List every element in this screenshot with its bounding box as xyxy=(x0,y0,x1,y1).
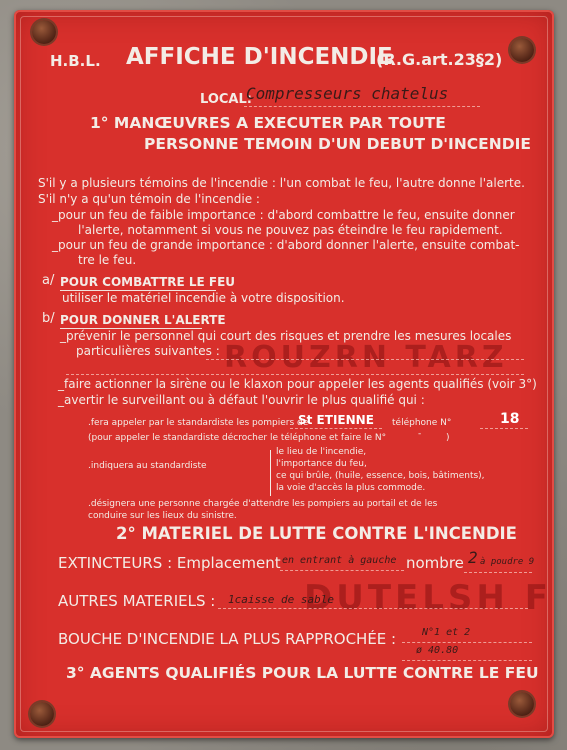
header-left: H.B.L. xyxy=(50,52,101,70)
bolt-top-left xyxy=(32,20,56,44)
nombre-value: 2 xyxy=(468,548,478,567)
telephone-value: 18 xyxy=(500,411,520,427)
city-value: St ETIENNE xyxy=(298,413,374,427)
fera-text: .fera appeler par le standardiste les pompiers de xyxy=(88,418,309,428)
section1-title-2: PERSONNE TEMOIN D'UN DEBUT D'INCENDIE xyxy=(144,135,531,153)
indiquera-text: .indiquera au standardiste xyxy=(88,461,207,471)
designera-1: .désignera une personne chargée d'attendre les pompiers au portail et de les xyxy=(88,499,438,509)
telephone-line xyxy=(480,428,528,429)
local-label: LOCAL: xyxy=(200,92,252,107)
city-line xyxy=(290,428,382,429)
local-value: Compresseurs chatelus xyxy=(246,84,449,103)
pour-appeler-end: ) xyxy=(446,433,450,443)
section2-title: 2° MATERIEL DE LUTTE CONTRE L'INCENDIE xyxy=(116,524,517,543)
pour-appeler-value: - xyxy=(418,429,422,439)
hydrant-line-1 xyxy=(402,642,532,643)
b-text-3: _faire actionner la sirène ou le klaxon pour appeler les agents qualifiés (voir 3°) xyxy=(58,377,537,391)
list-item-3: ce qui brûle, (huile, essence, bois, bâtiments), xyxy=(276,471,485,481)
other-equipment-line xyxy=(218,608,528,609)
section3-title: 3° AGENTS QUALIFIÉS POUR LA LUTTE CONTRE LE FEU xyxy=(66,664,539,682)
page-title: AFFICHE D'INCENDIE xyxy=(126,44,393,70)
bullet-2a: _pour un feu de grande importance : d'abord donner l'alerte, ensuite combat- xyxy=(52,238,520,252)
hydrant-line-2 xyxy=(402,660,532,661)
list-brace xyxy=(270,450,271,496)
designera-2: conduire sur les lieux du sinistre. xyxy=(88,511,237,521)
bullet-1a: _pour un feu de faible importance : d'abord combattre le feu, ensuite donner xyxy=(52,208,515,222)
bullet-1b: l'alerte, notamment si vous ne pouvez pas éteindre le feu rapidement. xyxy=(78,223,503,237)
b-text-1: _prévenir le personnel qui court des risques et prendre les mesures locales xyxy=(60,329,512,343)
b-text-4: _avertir le surveillant ou à défaut l'ouvrir le plus qualifié qui : xyxy=(58,393,425,407)
fire-notice-plate xyxy=(14,10,554,738)
local-line xyxy=(244,106,480,107)
measures-line-1 xyxy=(206,359,524,360)
bolt-top-right xyxy=(510,38,534,62)
list-item-1: le lieu de l'incendie, xyxy=(276,447,367,457)
intro-line-2: S'il n'y a qu'un témoin de l'incendie : xyxy=(38,192,260,206)
bullet-2b: tre le feu. xyxy=(78,253,137,267)
b-letter: b/ xyxy=(42,311,55,326)
list-item-2: l'importance du feu, xyxy=(276,459,367,469)
hydrant-value-1: N°1 et 2 xyxy=(422,627,471,638)
extinguishers-label: EXTINCTEURS : Emplacement xyxy=(58,554,281,572)
b-title: POUR DONNER L'ALERTE xyxy=(60,313,226,327)
measures-line-2 xyxy=(66,374,524,375)
nombre-extra: à poudre 9 xyxy=(480,557,535,567)
list-item-4: la voie d'accès la plus commode. xyxy=(276,483,426,493)
other-equipment-label: AUTRES MATERIELS : xyxy=(58,592,216,610)
nombre-label: nombre xyxy=(406,554,464,572)
hydrant-label: BOUCHE D'INCENDIE LA PLUS RAPPROCHÉE : xyxy=(58,630,397,648)
telephone-label: téléphone N° xyxy=(392,418,452,428)
nombre-line xyxy=(464,572,532,573)
graffiti-lower: DUTELSH F xyxy=(304,578,552,618)
a-title: POUR COMBATTRE LE FEU xyxy=(60,275,236,289)
header-ref: (R.G.art.23§2) xyxy=(376,50,503,69)
bolt-bottom-left xyxy=(30,702,54,726)
b-text-2: particulières suivantes : xyxy=(76,344,220,358)
extinguishers-line xyxy=(280,570,404,571)
graffiti-upper: ROUZRN TARZ xyxy=(224,340,508,375)
section1-title-1: 1° MANŒUVRES A EXECUTER PAR TOUTE xyxy=(90,114,446,132)
a-text: utiliser le matériel incendie à votre disposition. xyxy=(62,291,345,305)
extinguishers-location: en entrant à gauche xyxy=(282,555,397,566)
bolt-bottom-right xyxy=(510,692,534,716)
intro-line-1: S'il y a plusieurs témoins de l'incendie : l'un combat le feu, l'autre donne l'alerte. xyxy=(38,176,525,190)
other-equipment-value: 1caisse de sable xyxy=(228,593,334,606)
hydrant-value-2: ø 40.80 xyxy=(416,645,459,656)
pour-appeler-text: (pour appeler le standardiste décrocher le téléphone et faire le N° xyxy=(88,433,387,443)
a-letter: a/ xyxy=(42,273,55,288)
